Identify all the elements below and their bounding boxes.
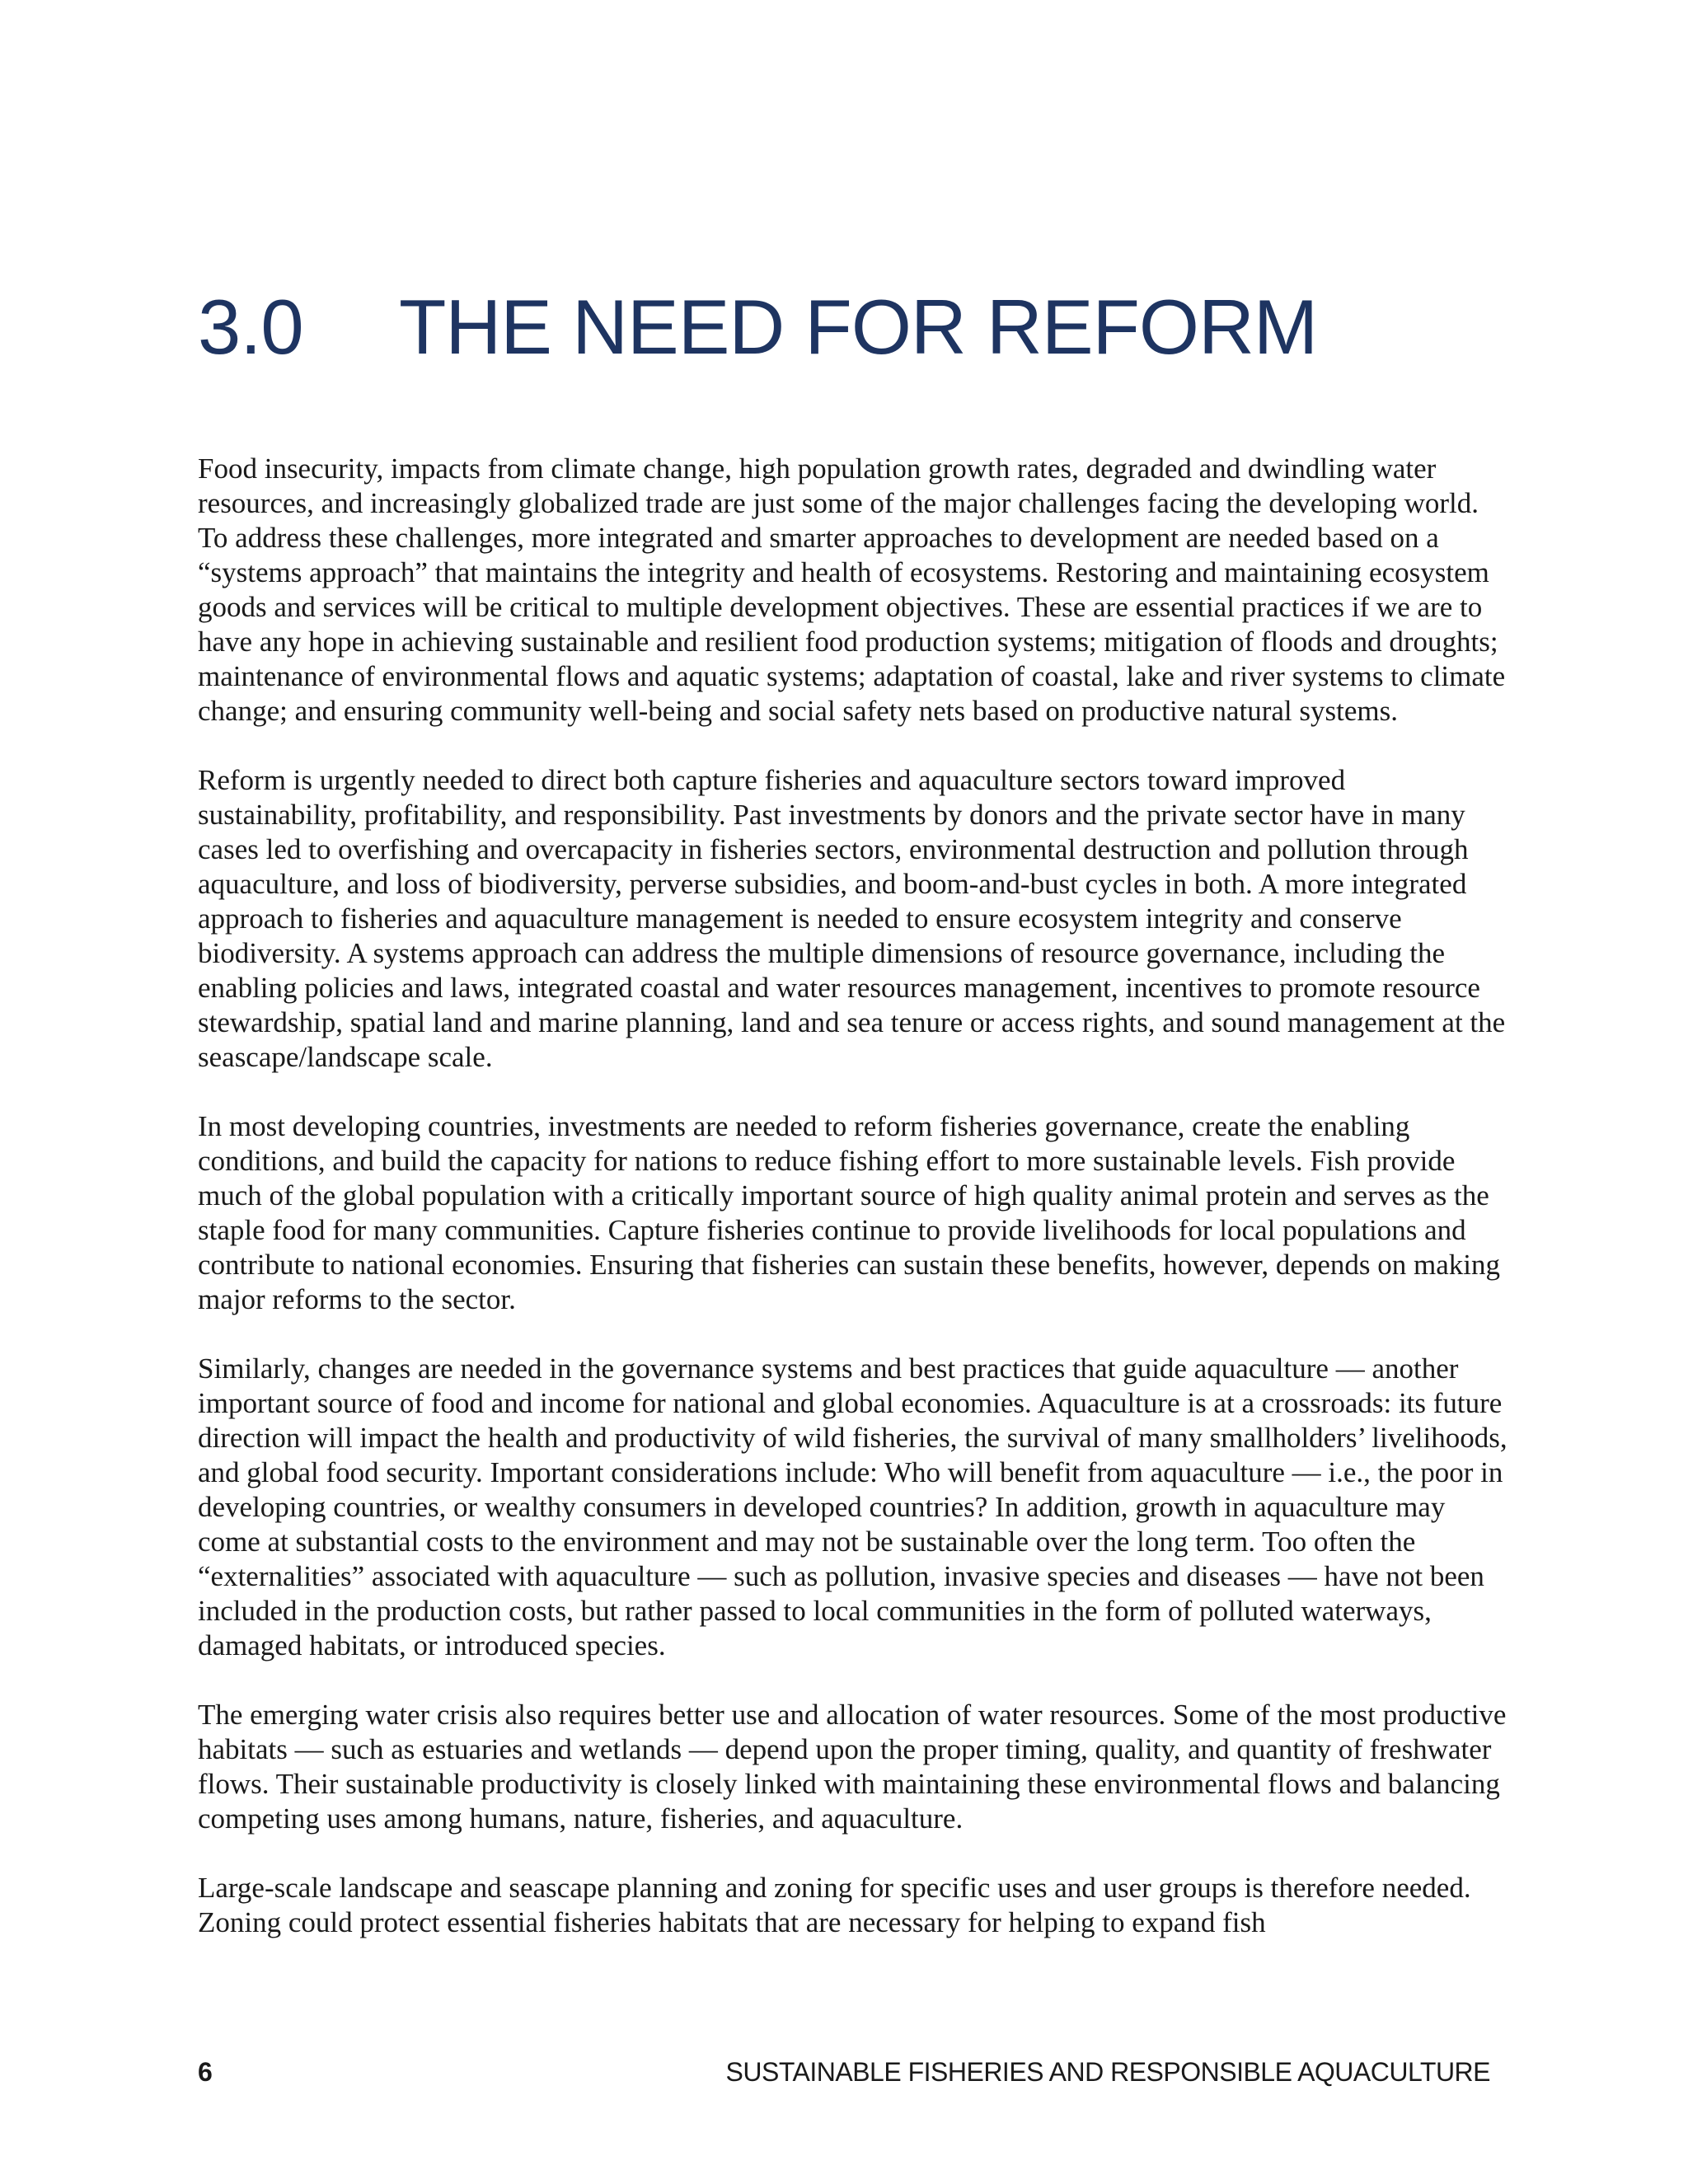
paragraph-aquaculture-governance: Similarly, changes are needed in the governance systems and best practices that guide aquaculture — another important source of food and income for national and global economies. Aquaculture is at a crossroads: its future direction will impact the health and productivity of wild fisheries, the survival of many smallholders’ livelihoods, and global food security. Important considerations include: Who will benefit from aquaculture — i.e., the poor in developing countries, or wealthy consumers in developed countries? In addition, growth in aquaculture may come at substantial costs to the environment and may not be sustainable over the long term. Too often the “externalities” associated with aquaculture — such as pollution, invasive species and diseases — have not been included in the production costs, but rather passed to local communities in the form of polluted waterways, damaged habitats, or introduced species. [198,1352,1507,1661]
paragraph-zoning: Large-scale landscape and seascape planning and zoning for specific uses and user groups is therefore needed. Zoning could protect essential fisheries habitats that are necessary for helping to expand fish [198,1872,1471,1938]
running-title: SUSTAINABLE FISHERIES AND RESPONSIBLE AQUACULTURE [725,2057,1490,2087]
page-number: 6 [198,2057,213,2087]
section-title: THE NEED FOR REFORM [399,284,1318,370]
body-text [198,452,1508,1940]
paragraph-developing-countries: In most developing countries, investments are needed to reform fisheries governance, create the enabling conditions, and build the capacity for nations to reduce fishing effort to more sustainable levels. Fish provide much of the global population with a critically important source of high quality animal protein and serves as the staple food for many communities. Capture fisheries continue to provide livelihoods for local populations and contribute to national economies. Ensuring that fisheries can sustain these benefits, however, depends on making major reforms to the sector. [198,1110,1500,1315]
paragraph-food-insecurity: Food insecurity, impacts from climate change, high population growth rates, degraded and dwindling water resources, and increasingly globalized trade are just some of the major challenges facing the developing world. To address these challenges, more integrated and smarter approaches to development are needed based on a “systems approach” that maintains the integrity and health of ecosystems. Restoring and maintaining ecosystem goods and services will be critical to multiple development objectives. These are essential practices if we are to have any hope in achieving sustainable and resilient food production systems; mitigation of floods and droughts; maintenance of environmental flows and aquatic systems; adaptation of coastal, lake and river systems to climate change; and ensuring community well-being and social safety nets based on productive natural systems. [198,452,1506,727]
paragraph-reform-urgently-needed: Reform is urgently needed to direct both capture fisheries and aquaculture sectors toward improved sustainability, profitability, and responsibility. Past investments by donors and the private sector have in many cases led to overfishing and overcapacity in fisheries sectors, environmental destruction and pollution through aquaculture, and loss of biodiversity, perverse subsidies, and boom-and-bust cycles in both. A more integrated approach to fisheries and aquaculture management is needed to ensure ecosystem integrity and conserve biodiversity. A systems approach can address the multiple dimensions of resource governance, including the enabling policies and laws, integrated coastal and water resources management, incentives to promote resource stewardship, spatial land and marine planning, land and sea tenure or access rights, and sound management at the seascape/landscape scale. [198,764,1506,1073]
paragraph-water-crisis: The emerging water crisis also requires better use and allocation of water resources. Some of the most productive habitats — such as estuaries and wetlands — depend upon the proper timing, quality, and quantity of freshwater flows. Their sustainable productivity is closely linked with maintaining these environmental flows and balancing competing uses among humans, nature, fisheries, and aquaculture. [198,1699,1507,1835]
section-heading [198,284,1318,370]
section-number: 3.0 [198,284,303,370]
page-footer [198,2057,1490,2095]
